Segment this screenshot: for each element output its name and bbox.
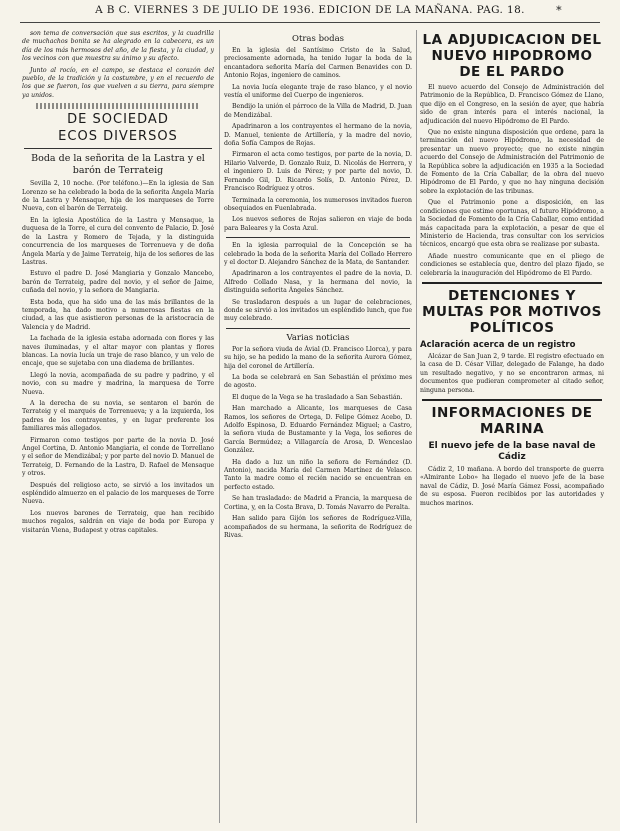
article-paragraph: Han salido para Gijón los señores de Rodríguez-Villa, acompañados de su hermana, la señorita de Rodríguez de Rivas. [224,515,412,539]
article-paragraph: Han marchado a Alicante, los marqueses de Casa Ramos, los señores de Ortega, D. Felipe Gómez Acebo, D. Adolfo Espinosa, D. Eduardo Fernández Miguel; a Castro, la señora viuda de Bustamante y la Vega, los señores de García Bermúdez; a Villagarcía de Arosa, D. Wenceslao González. [224,405,412,455]
section-title: DE SOCIEDAD [67,112,169,128]
article-paragraph: Esta boda, que ha sido una de las más brillantes de la temporada, ha dado motivo a numerosas fiestas en la ciudad, a las que asistieron personas de la aristocracia de Valencia y de Madrid. [22,298,214,331]
article-paragraph: Por la señora viuda de Ávial (D. Francisco Llorca), y para su hijo, se ha pedido la mano de la señorita Aurora Gómez, hija del coronel de Artillería. [224,345,412,370]
article-paragraph: Los nuevos señores de Rojas salieron en viaje de boda para Baleares y la Costa Azul. [224,216,412,232]
header-rule [20,22,600,23]
column-2 [224,30,412,825]
column-1 [22,30,214,825]
article-paragraph: Firmaron el acta como testigos, por parte de la novia, D. Hilario Valverde, D. Gonzalo Ruiz, D. Nicolás de Herrera, y el ingeniero D. Luis de Pérez; y por parte del novio, D. Fernando Gil, D. Ricardo Solís, D. Antonio Pérez, D. Francisco Rodríguez y otros. [224,151,412,193]
article-headline: DETENCIONES Y MULTAS POR MOTIVOS POLÍTICOS [422,287,602,336]
article-paragraph: La novia lucía elegante traje de raso blanco, y el novio vestía el uniforme del Cuerpo de ingenieros. [224,83,412,100]
article-paragraph: A la derecha de su novia, se sentaron el barón de Terrateig y el marqués de Torrenueva; y a la izquierda, los padres de los contrayentes, y en lugar preferente los familiares más allegados. [22,400,214,433]
article-paragraph: En la iglesia parroquial de la Concepción se ha celebrado la boda de la señorita María del Collado Herrero y el doctor D. Alejandro Sánchez de la Mata, de Santander. [224,242,412,266]
article-paragraph: Cádiz 2, 10 mañana. A bordo del transporte de guerra «Almirante Lobo» ha llegado el nuevo jefe de la base naval de Cádiz, D. José María Gámez Fossi, acompañado de su esposa. Fueron recibidos por las autoridades y muchos marinos. [420,465,604,507]
article-paragraph: Se han trasladado: de Madrid a Francia, la marquesa de Cortina, y, en la Costa Brava, D. Tomás Navarro de Peralta. [224,495,412,511]
intro-paragraph: son tema de conversación que sus escritos, y la cuadrilla de muchachos bonita se ha alegrado en la cabecera, es un día de los más hermosos del año, de la fiesta, y la ciudad, y los vecinos con que muestra su ánimo y su afecto. [22,30,214,63]
article-paragraph: Sevilla 2, 10 noche. (Por teléfono.)—En la iglesia de San Lorenzo se ha celebrado la boda de la señorita Ángela María de la Lastra y Mensaque, hija de los marqueses de Torre Nueva, con el barón de Terrateig. [22,180,214,213]
ornament-divider [36,103,200,109]
article-paragraph: Después del religioso acto, se sirvió a los invitados un espléndido almuerzo en el palacio de los marqueses de Torre Nueva. [22,481,214,506]
article-paragraph: Que el Patrimonio pone a disposición, en las condiciones que estime oportunas, el futuro Hipódromo, a la Sociedad de Fomento de la Cría Caballar, como entidad más capacitada para la explotación, a pesar de que el Ministerio de Hacienda, tras consultar con los servicios técnicos, encargó que esta obra se realizase por subasta. [420,199,604,249]
article-paragraph: El nuevo acuerdo del Consejo de Administración del Patrimonio de la República, D. Francisco Gómez de Llano, que dijo en el Congreso, en la sesión de ayer, que habría sido de gran interés para el interés nacional, la adjudicación del nuevo Hipódromo de El Pardo. [420,84,604,125]
article-subtitle: El nuevo jefe de la base naval de Cádiz [428,440,596,462]
article-paragraph: Terminada la ceremonia, los numerosos invitados fueron obsequiados en Fuenlabrada. [224,196,412,212]
article-paragraph: Bendijo la unión el párroco de la Villa de Madrid, D. Juan de Mendizábal. [224,103,412,119]
article-paragraph: Estuvo el padre D. José Mangiaria y Gonzalo Mancebo, barón de Terrateig, padre del novio, y el señor de Jaime, cuñada del novio, y la señora de Mangiaria. [22,270,214,295]
header-star: * [556,4,562,17]
article-paragraph: Se trasladaron después a un lugar de celebraciones, donde se sirvió a los invitados un espléndido lunch, que fue muy celebrado. [224,298,412,323]
article-paragraph: Llegó la novia, acompañada de su padre y padrino, y el novio, con su madre y madrina, la marquesa de Torre Nueva. [22,371,214,396]
column-divider [416,30,417,823]
column-divider [219,30,220,823]
article-headline: INFORMACIONES DE MARINA [431,404,593,437]
article-paragraph: La boda se celebrará en San Sebastián el próximo mes de agosto. [224,374,412,390]
section-subtitle: ECOS DIVERSOS [58,129,178,145]
article-paragraph: Apadrinaron a los contrayentes el hermano de la novia, D. Manuel, teniente de Artillería, y la madre del novio, doña Sofía Campos de Rojas. [224,123,412,148]
article-paragraph: Apadrinaron a los contrayentes el padre de la novia, D. Alfredo Collado Nasa, y la hermana del novio, la distinguida señorita Ángeles Sánchez. [224,270,412,295]
article-paragraph: Ha dado a luz un niño la señora de Fernández (D. Antonio), nacida María del Carmen Martínez de Velasco. Tanto la madre como el recién nacido se encuentran en perfecto estado. [224,458,412,491]
article-title: Otras bodas [291,34,344,44]
divider [24,148,212,149]
header-line: A B C. VIERNES 3 DE JULIO DE 1936. EDICION DE LA MAÑANA. PAG. 18. [95,4,525,16]
divider [422,399,602,401]
divider [226,328,410,329]
intro-paragraph: Junto al rocío, en el campo, se destaca el corazón del pueblo, de la tradición y la costumbre, y en el recuerdo de los que se fueron, los que vuelven a su tierra, para siempre ya unidos. [22,66,214,99]
column-3 [420,30,604,825]
article-paragraph: Los nuevos barones de Terrateig, que han recibido muchos regalos, saldrán en viaje de boda por Europa y visitarán Viena, Budapest y otras capitales. [22,509,214,534]
article-title: Varias noticias [286,332,350,343]
article-headline: LA ADJUDICACION DEL NUEVO HIPODROMO DE EL PARDO [422,32,602,80]
article-paragraph: En la iglesia del Santísimo Cristo de la Salud, preciosamente adornada, ha tenido lugar la boda de la encantadora señorita María del Carmen Benavides con D. Antonio Rojas, ingeniero de caminos. [224,47,412,80]
article-paragraph: Añade nuestro comunicante que en el pliego de condiciones se establecía que, dentro del plazo fijado, se celebraría la inauguración del Hipódromo de El Pardo. [420,252,604,277]
article-subtitle: Aclaración acerca de un registro [420,339,576,350]
divider [422,282,602,284]
article-paragraph: En la iglesia Apostólica de la Lastra y Mensaque, la duquesa de la Torre, el cura del convento de Palacio, D. José de la Lastra y Romero de Tejada, y la distinguida concurrencia de los marqueses de Torrenueva y de doña Ángela María y de Jaime Terrateig, hija de los señores de las Lastras. [22,216,214,266]
article-paragraph: El duque de la Vega se ha trasladado a San Sebastián. [232,393,403,401]
article-paragraph: La fachada de la iglesia estaba adornada con flores y las naves iluminadas, y el altar mayor con plantas y flores blancas. La novia lucía un traje de raso blanco, y un velo de encaje, que se sujetaba con una diadema de brillantes. [22,335,214,368]
article-title: Boda de la señorita de la Lastra y el barón de Terrateig [31,153,205,177]
article-paragraph: Que no existe ninguna disposición que ordene, para la terminación del nuevo Hipódromo, la necesidad de presentar un nuevo proyecto; que no existe ningún acuerdo del Consejo de Administración del Patrimonio de la República sobre la adjudicación en 1935 a la Sociedad de Fomento de la Cría Caballar, de la obra del nuevo Hipódromo de El Pardo, y que no hay ninguna decisión sobre la explotación de las tribunas. [420,129,604,195]
article-paragraph: Firmaron como testigos por parte de la novia D. José Ángel Cortina, D. Antonio Mangiaria, el conde de Torrellano y el señor de Mendizábal; y por parte del novio D. Manuel de Terrateig, D. Fernando de la Lastra, D. Rafael de Mensaque y otros. [22,436,214,478]
article-paragraph: Alcázar de San Juan 2, 9 tarde. El registro efectuado en la casa de D. César Villar, delegado de Falange, ha dado un resultado negativo, y no se encontraron armas, ni documentos que pudieran comprometer al citado señor, ninguna persona. [420,352,604,394]
divider [226,237,410,238]
page-header [0,4,620,22]
